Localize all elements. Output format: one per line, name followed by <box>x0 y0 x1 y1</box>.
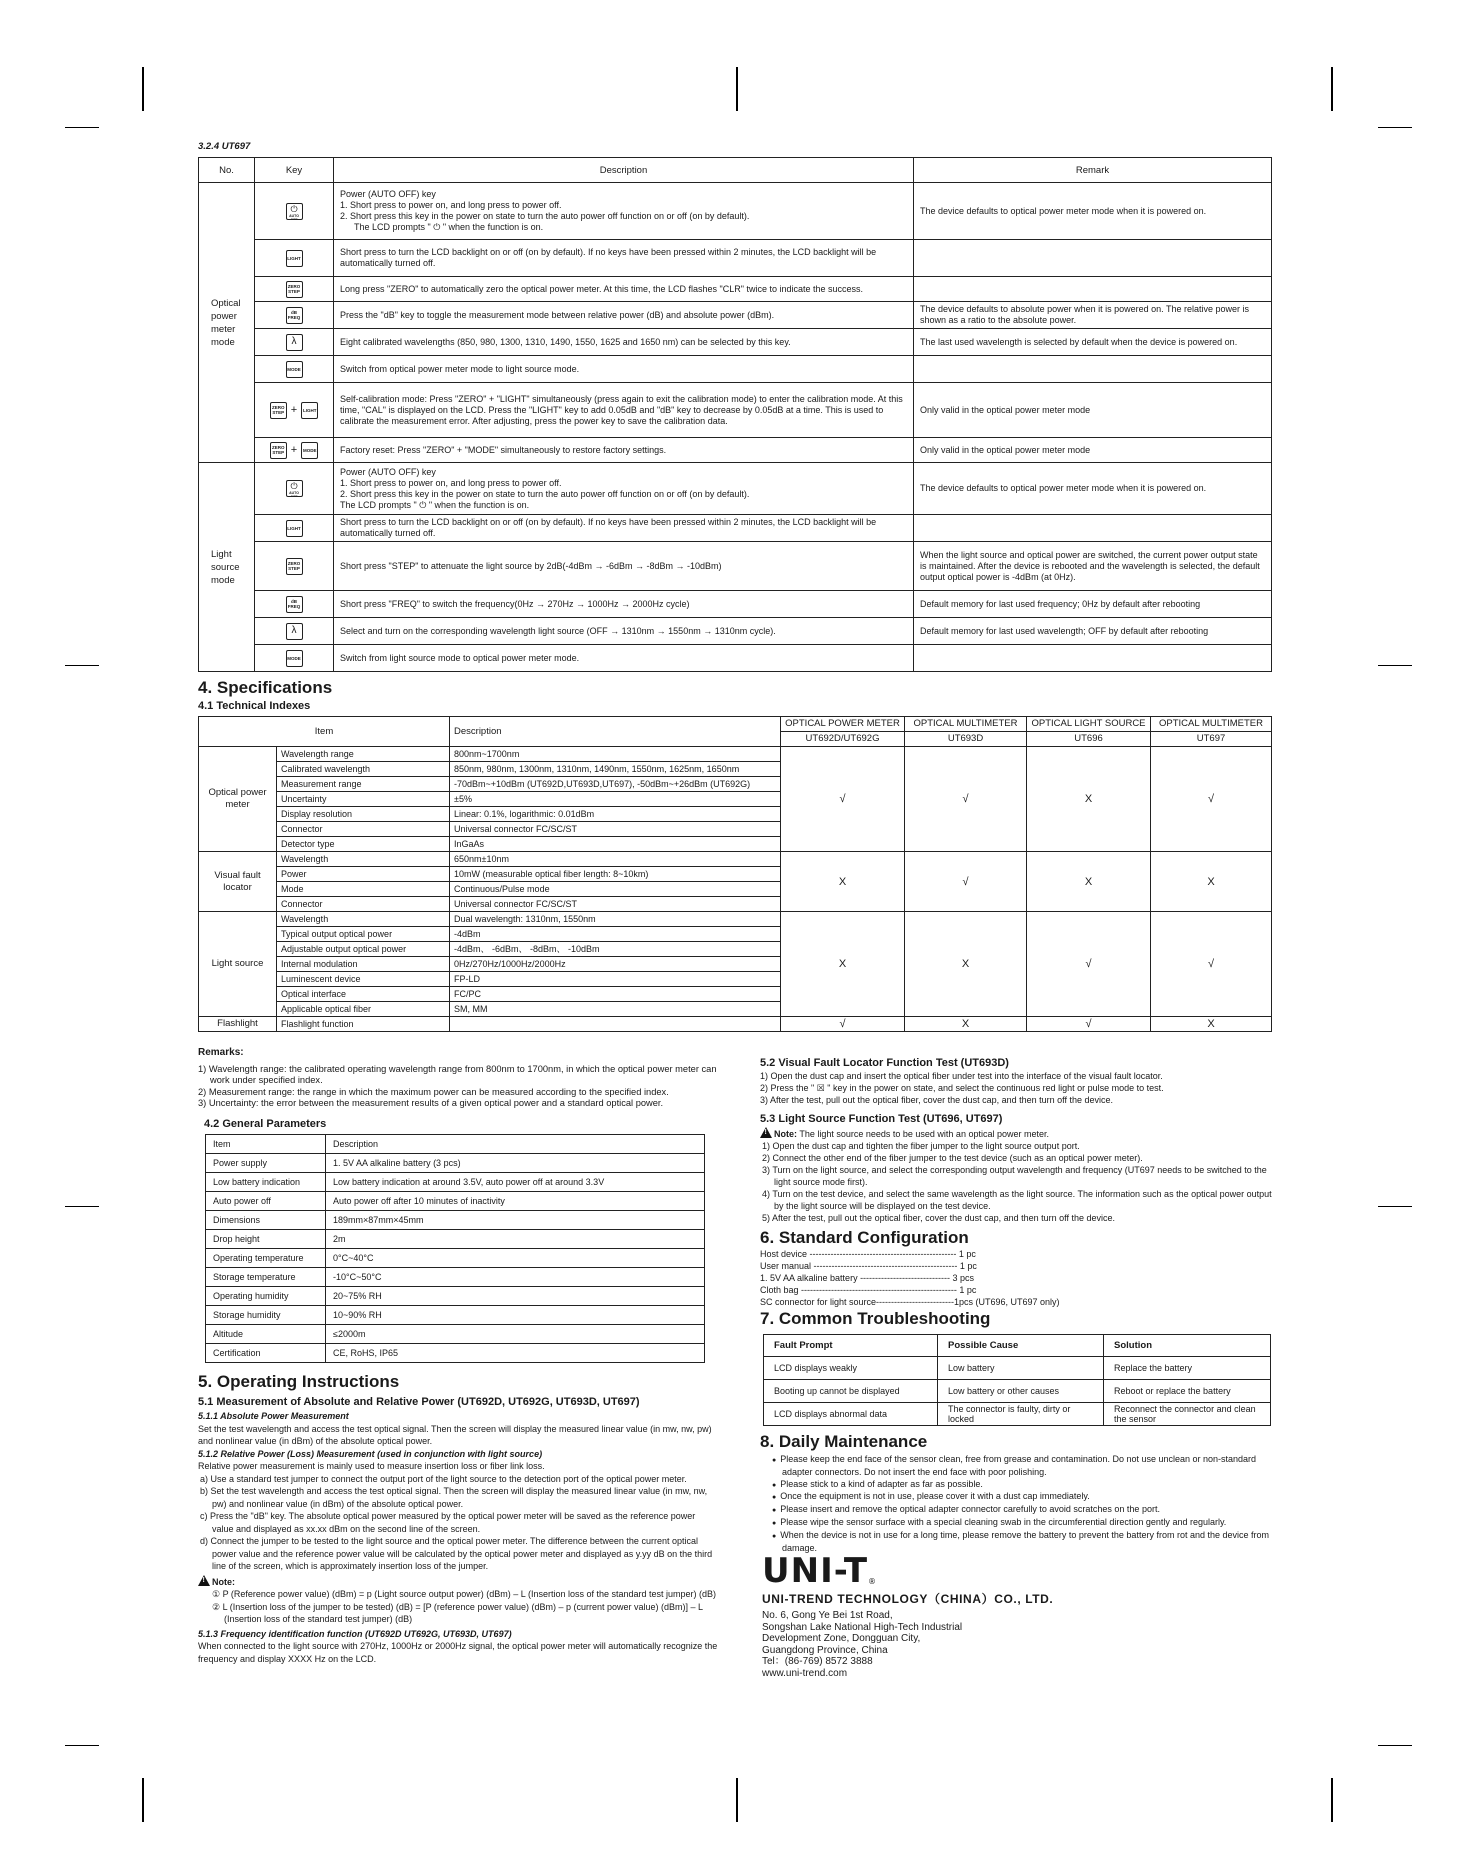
spec-value <box>450 1017 781 1032</box>
support-mark: √ <box>1027 1017 1151 1032</box>
table-row <box>199 645 1272 672</box>
model-header: UT696 <box>1027 732 1151 747</box>
lst-steps <box>760 1127 1280 1224</box>
fault-cell: Booting up cannot be displayed <box>764 1380 938 1403</box>
spec-value: 800nm~1700nm <box>450 747 781 762</box>
description-cell: Select and turn on the corresponding wavelength light source (OFF → 1310nm → 1550nm → 1310nm cycle). <box>334 618 914 645</box>
description-cell: Long press "ZERO" to automatically zero the optical power meter. At this time, the LCD flashes "CLR" twice to indicate the success. <box>334 277 914 302</box>
list-item: ① P (Reference power value) (dBm) = p (Light source output power) (dBm) – L (Insertion loss of the standard test jumper) (dB) <box>212 1589 717 1599</box>
crop-mark <box>65 127 99 128</box>
spec-value: Universal connector FC/SC/ST <box>450 822 781 837</box>
spec-item: Power <box>277 867 450 882</box>
remark-item: 3) Uncertainty: the error between the measurement results of a given optical power and a standard optical power. <box>198 1098 664 1108</box>
param-value: 10~90% RH <box>326 1306 705 1325</box>
table-row <box>206 1325 705 1344</box>
remarks-title: Remarks: <box>198 1047 244 1058</box>
section-title: 5. Operating Instructions <box>198 1372 400 1391</box>
table-row <box>764 1380 1271 1403</box>
paragraph: When connected to the light source with 270Hz, 1000Hz or 2000Hz signal, the optical power meter will automatically recognize the frequency and display XXXX Hz on the LCD. <box>198 1641 718 1664</box>
table-row <box>199 912 1272 927</box>
crop-mark <box>65 665 99 666</box>
solution-cell: Replace the battery <box>1104 1357 1271 1380</box>
param-value: -10°C~50°C <box>326 1268 705 1287</box>
table-row <box>206 1344 705 1363</box>
list-item: 3) Turn on the light source, and select the corresponding output wavelength and frequency (UT697 needs to be switched to the light source mode first). <box>762 1165 1267 1187</box>
description-cell: Switch from optical power meter mode to light source mode. <box>334 356 914 383</box>
list-item: SC connector for light source--------------------------1pcs (UT696, UT697 only) <box>760 1297 1060 1307</box>
general-parameters-table <box>205 1134 705 1363</box>
list-item: Cloth bag ---------------------------------------------------- 1 pc <box>760 1285 977 1295</box>
param-name: Altitude <box>206 1325 326 1344</box>
spec-value: Dual wavelength: 1310nm, 1550nm <box>450 912 781 927</box>
support-mark: √ <box>1027 912 1151 1017</box>
remark-item: 1) Wavelength range: the calibrated operating wavelength range from 800nm to 1700nm, in which the optical power meter can work under specified index. <box>198 1063 717 1085</box>
spec-value: InGaAs <box>450 837 781 852</box>
brand-logo: UNI-T® <box>762 1551 878 1591</box>
support-mark: X <box>1027 747 1151 852</box>
spec-item: Wavelength <box>277 912 450 927</box>
fault-cell: LCD displays abnormal data <box>764 1403 938 1426</box>
crop-mark <box>1378 127 1412 128</box>
list-item: c) Press the "dB" key. The absolute optical power measured by the optical power meter will be saved as the reference power value and displayed as xx.xx dBm on the second line of the screen. <box>200 1511 696 1534</box>
table-row <box>199 356 1272 383</box>
section-title: 8. Daily Maintenance <box>760 1432 928 1451</box>
group-label: Optical power meter <box>199 747 277 852</box>
group-label: Flashlight <box>199 1017 277 1032</box>
remark-cell <box>914 277 1272 302</box>
spec-value: FC/PC <box>450 987 781 1002</box>
param-value: Auto power off after 10 minutes of inactivity <box>326 1192 705 1211</box>
table-row <box>206 1173 705 1192</box>
column-header: Key <box>255 158 334 183</box>
subsection-heading: 5.1.1 Absolute Power Measurement <box>198 1411 349 1421</box>
table-row <box>206 1249 705 1268</box>
description-cell: Power (AUTO OFF) key 1. Short press to power on, and long press to power off. 2. Short press this key in the power on state to turn the auto power off function on or off (on by default). The LCD prompts " ⏻ " when the function is on. <box>334 463 914 515</box>
column-header: OPTICAL MULTIMETER <box>905 717 1027 732</box>
spec-value: -4dBm、 -6dBm、 -8dBm、 -10dBm <box>450 942 781 957</box>
mode-key-icon: MODE <box>286 650 303 667</box>
zero-step-key-icon: ZERO STEP <box>286 281 303 298</box>
column-header: No. <box>199 158 255 183</box>
page-title: 4. Specifications <box>198 678 333 697</box>
table-row <box>206 1192 705 1211</box>
remark-cell: The device defaults to absolute power when it is powered on. The relative power is shown as a ratio to the absolute power. <box>914 302 1272 329</box>
param-name: Storage temperature <box>206 1268 326 1287</box>
crop-mark <box>1378 1745 1412 1746</box>
list-item: ● Once the equipment is not in use, please cover it with a dust cap immediately. <box>770 1491 1280 1504</box>
table-row <box>764 1357 1271 1380</box>
remark-cell: The device defaults to optical power meter mode when it is powered on. <box>914 183 1272 240</box>
support-mark: √ <box>781 747 905 852</box>
config-list <box>760 1248 1060 1308</box>
param-value: 2m <box>326 1230 705 1249</box>
model-header: UT697 <box>1151 732 1272 747</box>
wavelength-key-icon: λ <box>286 334 303 351</box>
param-value: CE, RoHS, IP65 <box>326 1344 705 1363</box>
column-header: Solution <box>1104 1335 1271 1357</box>
spec-item: Adjustable output optical power <box>277 942 450 957</box>
column-header: OPTICAL POWER METER <box>781 717 905 732</box>
remark-cell: Only valid in the optical power meter mode <box>914 438 1272 463</box>
list-item: ● Please insert and remove the optical adapter connector carefully to avoid scratches on the port. <box>770 1504 1280 1517</box>
list-item: 2) Connect the other end of the fiber jumper to the test device (such as an optical power meter). <box>762 1153 1143 1163</box>
mode-label: Optical power meter mode <box>199 183 255 463</box>
description-cell: Short press "STEP" to attenuate the light source by 2dB(-4dBm → -6dBm → -8dBm → -10dBm) <box>334 542 914 591</box>
param-value: Description <box>326 1135 705 1154</box>
spec-item: Calibrated wavelength <box>277 762 450 777</box>
cause-cell: Low battery <box>938 1357 1104 1380</box>
wavelength-key-icon: λ <box>286 623 303 640</box>
crop-mark <box>142 1778 144 1822</box>
param-value: 0°C~40°C <box>326 1249 705 1268</box>
support-mark: X <box>905 1017 1027 1032</box>
table-header-row <box>199 717 1272 732</box>
light-key-icon: LIGHT <box>286 520 303 537</box>
spec-item: Connector <box>277 897 450 912</box>
cause-cell: The connector is faulty, dirty or locked <box>938 1403 1104 1426</box>
description-cell: Short press to turn the LCD backlight on or off (on by default). If no keys have been pressed within 2 minutes, the LCD backlight will be automatically turned off. <box>334 515 914 542</box>
section-heading: 5.3 Light Source Function Test (UT696, UT697) <box>760 1113 1003 1125</box>
solution-cell: Reconnect the connector and clean the sensor <box>1104 1403 1271 1426</box>
remark-cell: The device defaults to optical power meter mode when it is powered on. <box>914 463 1272 515</box>
spec-item: Wavelength <box>277 852 450 867</box>
param-name: Operating humidity <box>206 1287 326 1306</box>
column-header: Description <box>450 717 781 747</box>
section-title: 6. Standard Configuration <box>760 1228 969 1247</box>
support-mark: X <box>1151 1017 1272 1032</box>
param-name: Dimensions <box>206 1211 326 1230</box>
table-row <box>206 1230 705 1249</box>
list-item: d) Connect the jumper to be tested to the light source and the optical power meter. The difference between the current optical power value and the reference power value will be calculated by the optical power meter and displayed as y.yy dB on the third line of the screen, which is approximately insertion loss of the jumper. <box>200 1536 713 1571</box>
description-cell: Power (AUTO OFF) key 1. Short press to power on, and long press to power off. 2. Short press this key in the power on state to turn the auto power off function on or off (on by default). The LCD prompts " ⏻ " when the function is on. <box>334 183 914 240</box>
table-row <box>206 1154 705 1173</box>
param-name: Drop height <box>206 1230 326 1249</box>
table-row <box>206 1135 705 1154</box>
column-header: Possible Cause <box>938 1335 1104 1357</box>
table-row <box>199 277 1272 302</box>
remark-cell <box>914 356 1272 383</box>
spec-item: Applicable optical fiber <box>277 1002 450 1017</box>
spec-table <box>198 716 1272 1032</box>
mode-label: Light source mode <box>199 463 255 672</box>
table-header-row <box>764 1335 1271 1357</box>
note-line: ! Note: The light source needs to be used with an optical power meter. <box>760 1127 1280 1140</box>
db-freq-key-icon: dB FREQ <box>286 596 303 613</box>
list-item: 2) Press the " ☒ " key in the power on state, and select the continuous red light or pulse mode to test. <box>760 1083 1164 1093</box>
spec-item: Internal modulation <box>277 957 450 972</box>
model-header: UT693D <box>905 732 1027 747</box>
table-row: ZERO STEP + MODE Factory reset: Press "ZERO" + "MODE" simultaneously to restore factory settings. Only valid in the optical power meter mode <box>199 438 1272 463</box>
remark-cell <box>914 240 1272 277</box>
list-item: ② L (Insertion loss of the jumper to be tested) (dB) = [P (reference power value) (dBm) – p (current power value) (dBm)] – L (Insertion loss of the standard test jumper) (dB) <box>212 1601 703 1624</box>
remark-cell: Only valid in the optical power meter mode <box>914 383 1272 438</box>
spec-item: Mode <box>277 882 450 897</box>
section-heading: 4.2 General Parameters <box>204 1118 327 1130</box>
column-header: Item <box>199 717 450 747</box>
spec-item: Flashlight function <box>277 1017 450 1032</box>
solution-cell: Reboot or replace the battery <box>1104 1380 1271 1403</box>
note-heading: ! Note: <box>198 1575 718 1589</box>
mode-key-icon: MODE <box>286 361 303 378</box>
db-freq-key-icon: dB FREQ <box>286 307 303 324</box>
warning-icon: ! <box>760 1127 772 1138</box>
crop-mark <box>1331 67 1333 111</box>
param-value: ≤2000m <box>326 1325 705 1344</box>
param-value: Low battery indication at around 3.5V, auto power off at around 3.3V <box>326 1173 705 1192</box>
power-key-icon: ⏻ AUTO OFF <box>286 203 303 220</box>
crop-mark <box>142 67 144 111</box>
param-value: 20~75% RH <box>326 1287 705 1306</box>
list-item: b) Set the test wavelength and access the test optical signal. Then the screen will display the measured linear value (in mw, nw, pw) and nonlinear value (in dBm) of the absolute optical power. <box>200 1486 708 1509</box>
subsection-heading: 5.1.2 Relative Power (Loss) Measurement (used in conjunction with light source) <box>198 1448 543 1459</box>
zero-step-key-icon: ZERO STEP <box>270 442 287 459</box>
table-row <box>199 747 1272 762</box>
list-item: 1) Open the dust cap and tighten the fiber jumper to the light source output port. <box>762 1141 1080 1151</box>
param-name: Operating temperature <box>206 1249 326 1268</box>
operating-body <box>198 1410 718 1665</box>
description-cell: Short press "FREQ" to switch the frequency(0Hz → 270Hz → 1000Hz → 2000Hz cycle) <box>334 591 914 618</box>
list-item: ● When the device is not in use for a long time, please remove the battery to prevent the battery from rot and the device from damage. <box>770 1530 1280 1555</box>
param-name: Item <box>206 1135 326 1154</box>
list-item: 5) After the test, pull out the optical fiber, cover the dust cap, and then turn off the device. <box>762 1213 1116 1223</box>
vfl-steps <box>760 1070 1280 1106</box>
crop-mark <box>65 1206 99 1207</box>
section-heading: 4.1 Technical Indexes <box>198 700 311 712</box>
column-header: Remark <box>914 158 1272 183</box>
spec-item: Measurement range <box>277 777 450 792</box>
param-value: 189mm×87mm×45mm <box>326 1211 705 1230</box>
zero-step-key-icon: ZERO STEP <box>270 402 287 419</box>
section-heading: 5.2 Visual Fault Locator Function Test (UT693D) <box>760 1057 1009 1069</box>
spec-value: Universal connector FC/SC/ST <box>450 897 781 912</box>
support-mark: √ <box>905 852 1027 912</box>
spec-value: SM, MM <box>450 1002 781 1017</box>
table-row <box>199 591 1272 618</box>
remark-cell: When the light source and optical power are switched, the current power output state is maintained. After the device is rebooted and the wavelength is selected, the default output optical power is -4dBm (at 0Hz). <box>914 542 1272 591</box>
description-cell: Self-calibration mode: Press "ZERO" + "LIGHT" simultaneously (press again to exit the calibration mode) to enter the calibration mode. At this time, "CAL" is displayed on the LCD. Press the "LIGHT" key to add 0.05dB and "dB" key to decrease by 0.05dB at a time. This is used to calibrate the measurement error. After adjusting, press the power key to save the calibration data. <box>334 383 914 438</box>
table-row <box>206 1306 705 1325</box>
spec-item: Detector type <box>277 837 450 852</box>
table-row <box>199 329 1272 356</box>
support-mark: √ <box>905 747 1027 852</box>
param-name: Power supply <box>206 1154 326 1173</box>
support-mark: √ <box>1151 747 1272 852</box>
param-name: Certification <box>206 1344 326 1363</box>
table-row <box>206 1268 705 1287</box>
spec-value: FP-LD <box>450 972 781 987</box>
company-name: UNI-TREND TECHNOLOGY（CHINA）CO., LTD. <box>762 1592 1054 1606</box>
table-row <box>199 463 1272 515</box>
spec-value: 0Hz/270Hz/1000Hz/2000Hz <box>450 957 781 972</box>
light-key-icon: LIGHT <box>286 250 303 267</box>
description-cell: Switch from light source mode to optical power meter mode. <box>334 645 914 672</box>
fault-cell: LCD displays weakly <box>764 1357 938 1380</box>
column-header: Description <box>334 158 914 183</box>
maintenance-list <box>770 1454 1280 1554</box>
zero-step-key-icon: ZERO STEP <box>286 558 303 575</box>
spec-value: 850nm, 980nm, 1300nm, 1310nm, 1490nm, 1550nm, 1625nm, 1650nm <box>450 762 781 777</box>
troubleshooting-table <box>763 1334 1271 1426</box>
param-name: Storage humidity <box>206 1306 326 1325</box>
crop-mark <box>1378 665 1412 666</box>
param-name: Auto power off <box>206 1192 326 1211</box>
table-row <box>206 1287 705 1306</box>
table-row <box>199 542 1272 591</box>
crop-mark <box>1378 1206 1412 1207</box>
group-label: Visual fault locator <box>199 852 277 912</box>
spec-value: -70dBm~+10dBm (UT692D,UT693D,UT697), -50dBm~+26dBm (UT692G) <box>450 777 781 792</box>
param-value: 1. 5V AA alkaline battery (3 pcs) <box>326 1154 705 1173</box>
support-mark: X <box>781 912 905 1017</box>
spec-value: Linear: 0.1%, logarithmic: 0.01dBm <box>450 807 781 822</box>
spec-value: -4dBm <box>450 927 781 942</box>
support-mark: √ <box>781 1017 905 1032</box>
table-row <box>199 852 1272 867</box>
spec-value: Continuous/Pulse mode <box>450 882 781 897</box>
list-item: 4) Turn on the test device, and select the same wavelength as the light source. The information such as the optical power output by the light source will be displayed on the test device. <box>762 1189 1272 1211</box>
description-cell: Press the "dB" key to toggle the measurement mode between relative power (dB) and absolute power (dBm). <box>334 302 914 329</box>
table-row <box>199 240 1272 277</box>
table-row <box>199 183 1272 240</box>
param-name: Low battery indication <box>206 1173 326 1192</box>
list-item: 1. 5V AA alkaline battery ------------------------------ 3 pcs <box>760 1273 974 1283</box>
crop-mark <box>736 1778 738 1822</box>
remark-cell <box>914 645 1272 672</box>
company-address: No. 6, Gong Ye Bei 1st Road, Songshan Lake National High-Tech Industrial Development Zone, Dongguan City, Guangdong Province, China Tel：(86-769) 8572 3888 www.uni-trend.com <box>762 1610 963 1679</box>
spec-item: Display resolution <box>277 807 450 822</box>
table-row <box>199 618 1272 645</box>
list-item: ● Please stick to a kind of adapter as far as possible. <box>770 1479 1280 1492</box>
warning-icon: ! <box>198 1575 210 1586</box>
table-header-row <box>199 158 1272 183</box>
spec-value: ±5% <box>450 792 781 807</box>
column-header: OPTICAL MULTIMETER <box>1151 717 1272 732</box>
table-row <box>199 515 1272 542</box>
list-item: 3) After the test, pull out the optical fiber, cover the dust cap, and then turn off the device. <box>760 1095 1114 1105</box>
support-mark: X <box>1027 852 1151 912</box>
list-item: 1) Open the dust cap and insert the optical fiber under test into the interface of the visual fault locator. <box>760 1071 1163 1081</box>
remark-item: 2) Measurement range: the range in which the maximum power can be measured according to the specified index. <box>198 1086 669 1097</box>
list-item: ● Please keep the end face of the sensor clean, free from grease and contamination. Do not use unclean or non-standard adapter connectors. Do not insert the end face with poor polishing. <box>770 1454 1280 1479</box>
mode-key-icon: MODE <box>301 442 318 459</box>
spec-value: 650nm±10nm <box>450 852 781 867</box>
table-row <box>764 1403 1271 1426</box>
list-item: ● Please wipe the sensor surface with a special cleaning swab in the circumferential direction gently and regularly. <box>770 1517 1280 1530</box>
spec-value: 10mW (measurable optical fiber length: 8~10km) <box>450 867 781 882</box>
power-key-icon: ⏻ AUTO OFF <box>286 480 303 497</box>
column-header: OPTICAL LIGHT SOURCE <box>1027 717 1151 732</box>
remark-cell: The last used wavelength is selected by default when the device is powered on. <box>914 329 1272 356</box>
remark-cell: Default memory for last used frequency; 0Hz by default after rebooting <box>914 591 1272 618</box>
support-mark: X <box>905 912 1027 1017</box>
paragraph: Relative power measurement is mainly used to measure insertion loss or fiber link loss. <box>198 1461 545 1471</box>
section-title: 7. Common Troubleshooting <box>760 1309 991 1328</box>
column-header: Fault Prompt <box>764 1335 938 1357</box>
key-table <box>198 157 1272 672</box>
table-row <box>199 302 1272 329</box>
spec-item: Optical interface <box>277 987 450 1002</box>
spec-item: Typical output optical power <box>277 927 450 942</box>
table-row <box>206 1211 705 1230</box>
table-row: ZERO STEP + LIGHT Self-calibration mode: Press "ZERO" + "LIGHT" simultaneously (press again to exit the calibration mode) to enter the calibration mode. At this time, "CAL" is displayed on the LCD. Press the "LIGHT" key to add 0.05dB and "dB" key to decrease by 0.05dB at a time. This is used to calibrate the measurement error. After adjusting, press the power key to save the calibration data. Only valid in the optical power meter mode <box>199 383 1272 438</box>
list-item: User manual ------------------------------------------------ 1 pc <box>760 1261 977 1271</box>
table-row <box>199 1017 1272 1032</box>
remarks <box>198 1047 718 1110</box>
remark-cell: Default memory for last used wavelength; OFF by default after rebooting <box>914 618 1272 645</box>
spec-item: Connector <box>277 822 450 837</box>
model-header: UT692D/UT692G <box>781 732 905 747</box>
support-mark: X <box>1151 852 1272 912</box>
list-item: Host device ------------------------------------------------- 1 pc <box>760 1249 976 1259</box>
group-label: Light source <box>199 912 277 1017</box>
support-mark: √ <box>1151 912 1272 1017</box>
crop-mark <box>736 67 738 111</box>
spec-item: Uncertainty <box>277 792 450 807</box>
remark-cell <box>914 515 1272 542</box>
list-item: a) Use a standard test jumper to connect the output port of the light source to the detection port of the optical power meter. <box>200 1473 687 1484</box>
subsection-heading: 5.1.3 Frequency identification function (UT692D UT692G, UT693D, UT697) <box>198 1628 512 1639</box>
spec-item: Wavelength range <box>277 747 450 762</box>
section-heading: 5.1 Measurement of Absolute and Relative Power (UT692D, UT692G, UT693D, UT697) <box>198 1396 640 1408</box>
light-key-icon: LIGHT <box>301 402 318 419</box>
description-cell: Short press to turn the LCD backlight on or off (on by default). If no keys have been pressed within 2 minutes, the LCD backlight will be automatically turned off. <box>334 240 914 277</box>
cause-cell: Low battery or other causes <box>938 1380 1104 1403</box>
description-cell: Eight calibrated wavelengths (850, 980, 1300, 1310, 1490, 1550, 1625 and 1650 nm) can be selected by this key. <box>334 329 914 356</box>
description-cell: Factory reset: Press "ZERO" + "MODE" simultaneously to restore factory settings. <box>334 438 914 463</box>
crop-mark <box>1331 1778 1333 1822</box>
support-mark: X <box>781 852 905 912</box>
paragraph: Set the test wavelength and access the test optical signal. Then the screen will display the measured linear value (in mw, nw, pw) and nonlinear value (in dBm) of the absolute optical power. <box>198 1423 712 1446</box>
section-heading: 3.2.4 UT697 <box>198 141 251 152</box>
spec-item: Luminescent device <box>277 972 450 987</box>
crop-mark <box>65 1745 99 1746</box>
